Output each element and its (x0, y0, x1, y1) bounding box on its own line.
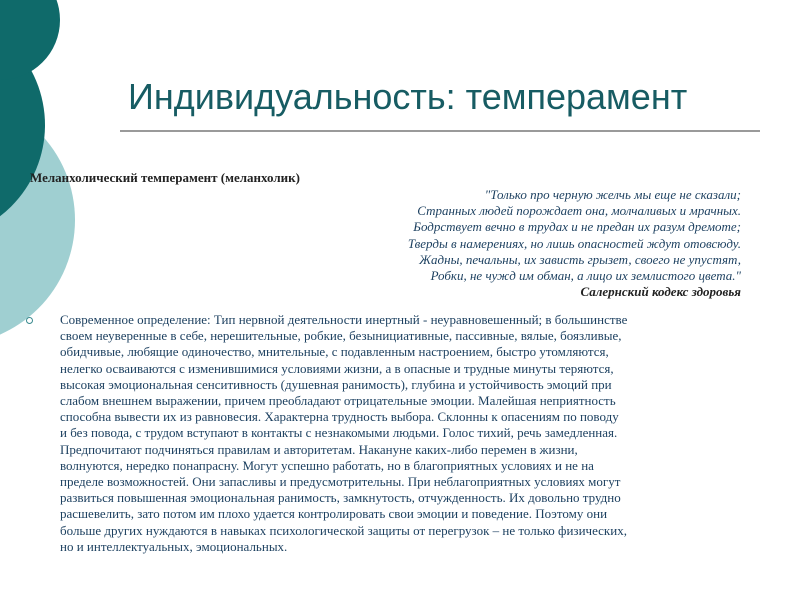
definition-line: и без повода, с трудом вступают в контакты с незнакомыми людьми. Голос тихий, речь замедленная. (60, 425, 618, 441)
definition-line: развиться повышенная эмоциональная ранимость, замкнутость, отчужденность. Их довольно трудно (60, 490, 621, 506)
poem-quote (408, 187, 741, 300)
definition-line: Современное определение: Тип нервной деятельности инертный - неуравновешенный; в большинстве (60, 312, 628, 327)
poem-line: Странных людей порождает она, молчаливых и мрачных. (417, 203, 741, 219)
definition-line: способна вывести их из равновесия. Характерна трудность выбора. Склонны к опасениям по поводу (60, 409, 619, 425)
decorative-circle-dark-top (0, 0, 60, 80)
definition-line: но и интеллектуальных, эмоциональных. (60, 538, 288, 554)
poem-line: Бодрствует вечно в трудах и не предан их разум дремоте; (413, 219, 741, 235)
definition-line: слабом внешнем выражении, причем преобладают отрицательные эмоции. Малейшая неприятность (60, 393, 616, 409)
definition-line: Предпочитают подчиняться правилам и авторитетам. Накануне каких-либо перемен в жизни, (60, 441, 578, 457)
definition-line: обидчивые, любящие одиночество, мнительные, с подавленным настроением, быстро утомляются, (60, 344, 609, 360)
poem-line: Робки, не чужд им обман, а лицо их землистого цвета." (430, 268, 741, 284)
bullet-circle-icon (26, 317, 33, 324)
definition-line: больше других нуждаются в навыках психологической защиты от перегрузок – не только физических, (60, 522, 627, 538)
definition-paragraph (60, 312, 746, 555)
title-divider (120, 130, 760, 132)
definition-line: своем неуверенные в себе, нерешительные, робкие, безынициативные, пассивные, вялые, боязливые, (60, 328, 622, 344)
poem-line: Тверды в намерениях, но лишь опасностей ждут отовсюду. (407, 235, 741, 251)
definition-line: волнуются, нередко понапрасну. Могут успешно работать, но в благоприятных условиях и не на (60, 457, 594, 473)
subheading: Меланхолический темперамент (меланхолик) (30, 170, 300, 185)
definition-line: пределе возможностей. Они запасливы и предусмотрительны. При неблагоприятных условиях могут (60, 474, 621, 490)
poem-line: "Только про черную желчь мы еще не сказали; (484, 187, 741, 202)
definition-line: высокая эмоциональная сенситивность (душевная ранимость), глубина и устойчивость эмоций при (60, 376, 612, 392)
definition-line: расшевелить, зато потом им плохо удается контролировать свои эмоции и поведение. Поэтому они (60, 506, 608, 522)
slide-title: Индивидуальность: темперамент (128, 76, 688, 117)
definition-line: нелегко осваиваются с изменившимися условиями жизни, а в опасные и трудные минуты теряются, (60, 360, 614, 376)
poem-source: Салернский кодекс здоровья (580, 284, 741, 300)
poem-line: Жадны, печальны, их зависть грызет, своего не упустят, (419, 251, 741, 267)
